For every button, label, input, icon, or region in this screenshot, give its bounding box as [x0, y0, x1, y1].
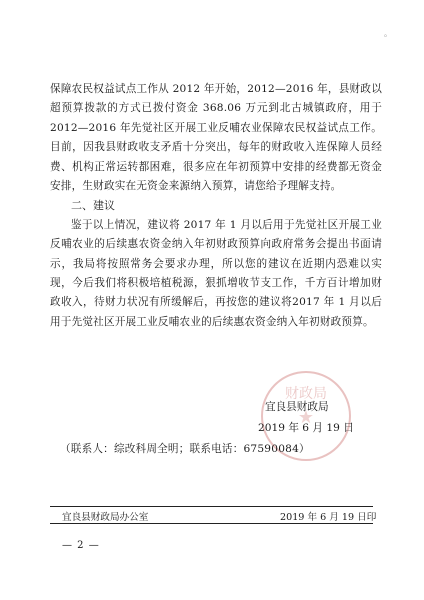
footer-divider-bottom — [50, 523, 373, 524]
svg-text:财政局: 财政局 — [285, 386, 327, 402]
page-number: — 2 — — [62, 540, 100, 551]
svg-text:★: ★ — [297, 407, 315, 428]
footer-print-date: 2019 年 6 月 19 日印 — [280, 512, 377, 523]
paragraph-suggestion: 鉴于以上情况，建议将 2017 年 1 月以后用于先觉社区开展工业反哺农业的后续惠农资金纳入年初财政预算向政府常务会提出书面请示，我局将按照常务会要求办理，所以您的建议在近期内恐难以实现，今后我们将积极培植税源，狠抓增收节支工作，千方百计增加财政收入，待财力状况有所缓解后，再按您的建议将2017 年 1 月以后用于先觉社区开展工业反哺农业的后续惠农资金纳入年初财政预算。 — [50, 218, 382, 328]
corner-mark: 。 — [384, 29, 392, 38]
footer-divider-top — [50, 506, 373, 507]
footer-office: 宜良县财政局办公室 — [62, 512, 149, 523]
issuing-organization: 宜良县财政局 — [265, 401, 329, 413]
issue-date: 2019 年 6 月 19 日 — [258, 422, 354, 434]
section-heading: 二、建议 — [71, 199, 115, 213]
paragraph-background: 保障农民权益试点工作从 2012 年开始，2012—2016 年，县财政以超预算拨款的方式已拨付资金 368.06 万元到北古城镇政府，用于2012—2016 年先觉社区开展工业反哺农业保障农民权益试点工作。目前，因我县财政收支矛盾十分突出，每年的财政收入连保障人员经费、机构正常运转都困难，很多应在年初预算中安排的经费都无资金安排，生财政实在无资金来源纳入预算，请您给予理解支持。 — [50, 83, 382, 193]
contact-info: （联系人：综改科周全明；联系电话：67590084） — [60, 443, 310, 455]
document-body — [50, 80, 382, 332]
